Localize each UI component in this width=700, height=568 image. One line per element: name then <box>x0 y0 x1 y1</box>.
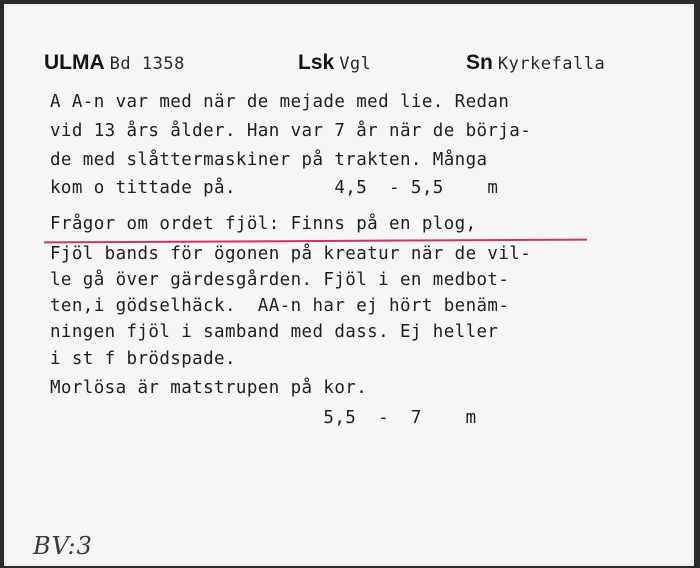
text-line: ten,i gödselhäck. AA-n har ej hört benäm- <box>50 296 510 316</box>
header-lsk <box>298 51 371 75</box>
text-line: i st f brödspade. <box>50 349 236 369</box>
place-ref: Bd 1358 <box>109 54 185 74</box>
header-sn <box>466 51 605 75</box>
text-line: Frågor om ordet fjöl: Finns på en plog, <box>50 214 477 234</box>
lsk-value: Vgl <box>339 54 372 74</box>
text-line: Morlösa är matstrupen på kor. <box>50 378 368 398</box>
text-line: A A-n var med när de mejade med lie. Redan <box>50 92 510 112</box>
place-stamp: ULMA <box>44 51 105 74</box>
handwritten-signature: BV:3 <box>33 532 93 560</box>
red-underline <box>44 239 587 244</box>
text-line: vid 13 års ålder. Han var 7 år när de börja- <box>50 121 532 141</box>
index-card <box>4 4 694 566</box>
text-line: Fjöl bands för ögonen på kreatur när de vil- <box>50 244 532 264</box>
sn-value: Kyrkefalla <box>497 54 606 74</box>
text-line: de med slåttermaskiner på trakten. Många <box>50 150 488 170</box>
text-line: ningen fjöl i samband med dass. Ej heller <box>50 322 499 342</box>
text-line: 5,5 - 7 m <box>50 408 477 428</box>
sn-stamp: Sn <box>466 51 493 74</box>
text-line: kom o tittade på. 4,5 - 5,5 m <box>50 178 499 198</box>
text-line: le gå över gärdesgården. Fjöl i en medbot- <box>50 270 510 290</box>
header-place <box>44 51 185 75</box>
lsk-stamp: Lsk <box>298 51 335 74</box>
